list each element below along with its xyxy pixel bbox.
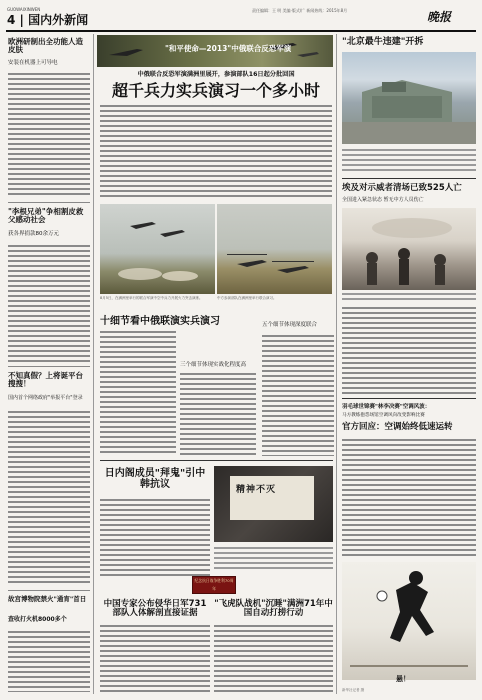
article-report-platform-subtitle: 国内首个网络政府"举报平台"登录 <box>8 395 83 401</box>
unit731-body <box>100 624 210 694</box>
suspense-title: 悬！ <box>396 675 410 683</box>
photo-egypt-protest <box>342 208 476 290</box>
main-article-body <box>100 104 332 200</box>
main-subtitle: 中俄联合反恐军演满洲里展开，参演部队16日起分批回国 <box>137 71 295 78</box>
main-headline: 超千兵力实兵演习一个多小时 <box>111 81 320 100</box>
rule-right-1 <box>342 178 476 179</box>
badminton-subtitle: 马方教练抱怨场馆空调风向改变影响比赛 <box>342 413 425 418</box>
article-forbidden-city-subtitle: 查收打火机8000多个 <box>8 616 67 623</box>
article-artificial-skin-body <box>8 72 90 198</box>
masthead-rule <box>6 30 476 32</box>
flying-tigers-body <box>214 624 333 694</box>
article-artificial-skin-title: 欧洲研制出全功能人造皮肤 <box>8 37 83 55</box>
photo-football-player <box>342 562 476 680</box>
badminton-kicker: 羽毛球世锦赛"林李决赛"空调风波： <box>342 404 431 410</box>
ten-details-sub-combat-level: 三个细节体现实战化程度高 <box>180 362 247 368</box>
left-column-divider <box>93 34 94 694</box>
article-brothers-skin-body <box>8 244 90 362</box>
ten-details-sub-deep-joint: 五个细节体现深度联合 <box>262 322 318 328</box>
photo-credit: 新华社记者 摄 <box>342 688 365 692</box>
banner-kicker: "和平使命—2013"中俄联合反恐军演 <box>165 44 292 53</box>
brand-logo: 晚报 <box>427 10 452 24</box>
article-report-platform-title: 不知真假？上将诞平台搜搜！ <box>8 371 83 389</box>
ten-details-body-left <box>100 330 176 456</box>
article-artificial-skin-subtitle: 安装在机器上可导电 <box>8 60 58 66</box>
ten-details-title: 十细节看中俄联演实兵演习 <box>100 316 220 327</box>
rule-left-2 <box>8 366 90 367</box>
badminton-title: 官方回应：空调始终低速运转 <box>342 422 453 432</box>
photo-caption-right: 中方参演部队在满洲里举行联合演习。 <box>217 296 277 300</box>
japan-shrine-title: 日内阁成员"拜鬼"引中韩抗议 <box>104 468 206 490</box>
photo-protest-caption <box>214 546 333 572</box>
egypt-caption <box>342 292 476 302</box>
photo-helicopters <box>217 204 332 294</box>
article-report-platform-body <box>8 410 90 586</box>
flying-tigers-title: "飞虎队战机"沉睡"满洲71年中国自动打捞行动 <box>214 599 333 619</box>
article-forbidden-city-body <box>8 630 90 692</box>
rule-left-3 <box>8 590 90 591</box>
badminton-body <box>342 438 476 558</box>
egypt-subtitle: 全国进入紧急状态 暂无中方人员伤亡 <box>342 197 424 203</box>
rule-left-1 <box>8 202 90 203</box>
article-brothers-skin-title: "李根兄弟"争相割皮救父感动社会 <box>8 207 84 225</box>
photo-rooftop-demolition <box>342 52 476 144</box>
ten-details-body-right <box>262 334 334 456</box>
masthead-pinyin: GUOWAIXINWEN <box>7 7 41 12</box>
rule-center-1 <box>100 460 333 461</box>
article-brothers-skin-subtitle: 获各界捐款80余万元 <box>8 231 59 237</box>
photo-protest: 精神不灭 <box>214 466 333 542</box>
japan-shrine-body <box>100 498 210 578</box>
rule-right-2 <box>342 398 476 399</box>
beijing-illegal-building-title: "北京最牛违建"开拆 <box>342 37 424 47</box>
page-section: 4 | 国内外新闻 <box>7 13 89 27</box>
masthead-meta: 责任编辑：王 明 美编·版式/广 新闻热线：2015年8月 <box>252 8 348 13</box>
exercise-banner <box>97 35 333 67</box>
unit731-title: 中国专家公布侵华日军731部队人体解剖直接证据 <box>103 599 207 619</box>
anniversary-box: 纪念抗日战争胜利70周年 <box>192 576 236 594</box>
photo-air-strike <box>100 204 215 294</box>
photo-caption-left: 8月5日，在满洲里举行的联合军演中空中兵力开展火力突击演练。 <box>100 296 203 300</box>
egypt-body <box>342 306 476 394</box>
egypt-title: 埃及对示威者清场已致525人亡 <box>342 183 462 193</box>
article-forbidden-city-title: 故宫博物院禁火"通宵"首日 <box>8 595 87 603</box>
right-column-divider <box>336 34 337 694</box>
ten-details-body-mid <box>180 372 256 456</box>
rooftop-caption <box>342 148 476 174</box>
